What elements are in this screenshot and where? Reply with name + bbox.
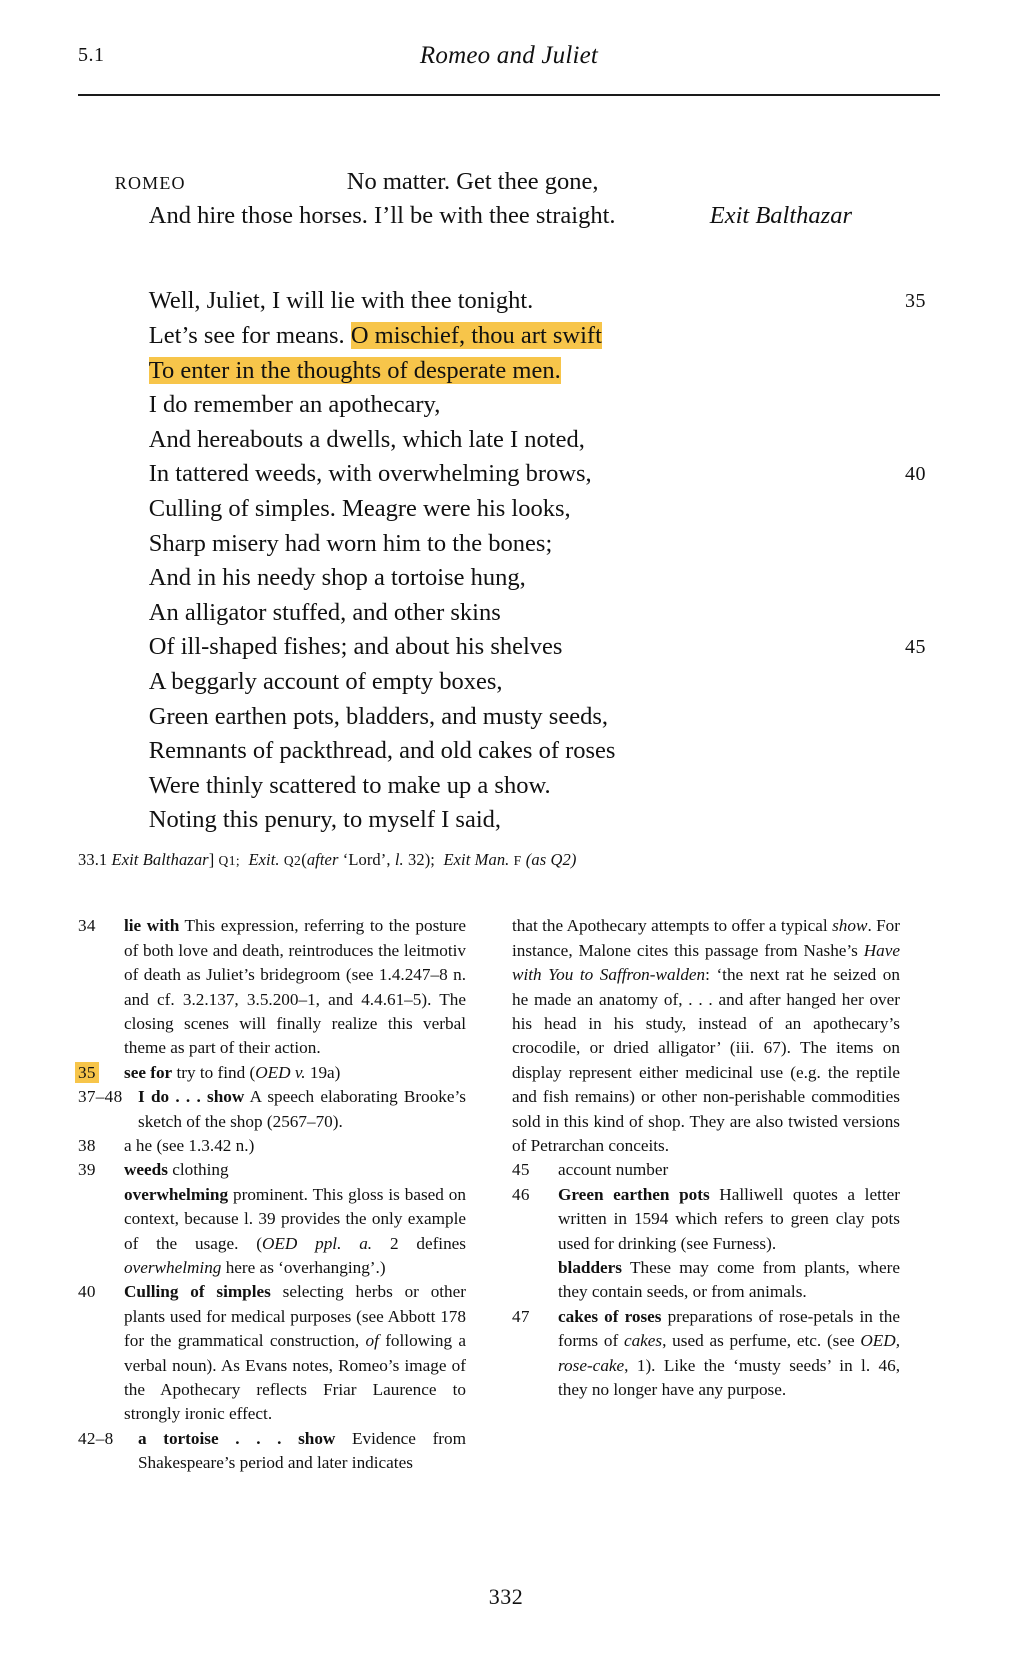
note-gloss-after: 19a) <box>305 1062 341 1082</box>
note-text <box>558 1305 900 1403</box>
verse-line-text: Of ill-shaped fishes; and about his shelves <box>148 633 563 661</box>
note-italic: OED ppl. a. <box>261 1233 373 1253</box>
commentary-note <box>512 1183 900 1256</box>
verse-line-text: Noting this penury, to myself I said, <box>148 806 502 834</box>
verse-line-text: Let’s see for means. <box>148 321 351 349</box>
note-gloss: try to find ( <box>172 1062 256 1082</box>
note-line-number: 47 <box>512 1306 530 1326</box>
note-text <box>124 1158 466 1182</box>
note-lemma: a tortoise . . . show <box>138 1428 336 1448</box>
collation-note <box>78 849 940 872</box>
collation-bracket: ] <box>208 850 215 870</box>
note-gloss: selecting herbs or other plants used for medical purposes (see Abbott 178 for the grammatical construction, <box>124 1282 467 1351</box>
commentary-note <box>78 1085 466 1134</box>
collation-variant3: Exit Man. <box>443 850 510 870</box>
commentary-note <box>512 1158 900 1182</box>
verse-line-text: A beggarly account of empty boxes, <box>148 667 503 695</box>
note-line-number: 46 <box>512 1184 530 1204</box>
note-lemma: Green earthen pots <box>558 1184 710 1204</box>
verse-line-text: Remnants of packthread, and old cakes of roses <box>148 737 616 765</box>
verse-line-text: No matter. Get thee gone, <box>346 167 599 195</box>
verse-line <box>78 492 940 557</box>
note-line-number: 42–8 <box>78 1428 114 1448</box>
note-text <box>558 1183 900 1256</box>
collation-siglum-q2: Q2 <box>283 853 302 869</box>
collation-variant2: Exit. <box>248 850 280 870</box>
note-text <box>558 1256 900 1305</box>
note-gloss: account number <box>558 1160 669 1180</box>
note-text <box>138 1427 466 1476</box>
line-number: 40 <box>905 463 926 486</box>
commentary-note <box>78 914 466 1060</box>
note-italic-2: OED, rose-cake <box>558 1331 900 1375</box>
note-gloss-end: , 1). Like the ‘musty seeds’ in l. 46, they no longer have any purpose. <box>558 1355 900 1399</box>
note-text <box>124 914 466 1060</box>
commentary-note <box>78 1158 466 1182</box>
collation-lemma: Exit Balthazar <box>111 850 209 870</box>
verse-line-text: Well, Juliet, I will lie with thee tonight. <box>148 287 534 315</box>
note-text <box>124 1183 466 1281</box>
note-line-number <box>78 1061 124 1085</box>
verse-line-text: Green earthen pots, bladders, and musty seeds, <box>148 702 608 730</box>
note-gloss: a he (see 1.3.42 n.) <box>124 1135 255 1155</box>
scene-number: 5.1 <box>78 44 105 66</box>
verse-line <box>78 388 940 453</box>
note-lemma: weeds <box>124 1160 168 1180</box>
commentary-right-column <box>512 914 900 1475</box>
commentary-note <box>78 1183 466 1281</box>
note-text <box>558 1158 900 1182</box>
verse-line-text: In tattered weeds, with overwhelming brows, <box>148 460 592 488</box>
note-line-number: 38 <box>78 1135 96 1155</box>
commentary-note-highlighted <box>78 1061 466 1085</box>
collation-linenum: 32); <box>408 850 435 870</box>
commentary-block <box>78 914 940 1475</box>
highlighted-text: O mischief, thou art swift <box>350 321 602 349</box>
commentary-note <box>78 1134 466 1158</box>
verse-line <box>78 561 940 626</box>
verse-line-text: Culling of simples. Meagre were his looks, <box>148 494 571 522</box>
line-number: 35 <box>905 290 926 313</box>
header-rule <box>78 94 940 96</box>
running-header <box>78 42 940 84</box>
collation-as-q2: (as Q2) <box>525 850 577 870</box>
note-lemma: overwhelming <box>124 1184 229 1204</box>
page-number: 332 <box>488 1584 524 1609</box>
note-lemma: cakes of roses <box>558 1306 662 1326</box>
note-gloss: Halliwell quotes a letter written in 1594 which refers to green clay pots used for drinking (see Furness). <box>558 1184 900 1253</box>
commentary-note <box>78 1280 466 1426</box>
note-gloss: A speech elaborating Brooke’s sketch of the shop (2567–70). <box>138 1087 466 1131</box>
note-text <box>138 1085 466 1134</box>
note-gloss: that the Apothecary attempts to offer a typical <box>512 916 833 936</box>
note-lemma: bladders <box>558 1257 622 1277</box>
verse-line <box>78 354 940 419</box>
verse-line-highlighted <box>78 319 940 384</box>
note-gloss-end: here as ‘overhanging’.) <box>221 1257 386 1277</box>
commentary-left-column <box>78 914 466 1475</box>
note-line-number: 40 <box>78 1282 96 1302</box>
verse-line <box>78 665 940 730</box>
verse-line-text: And hereabouts a dwells, which late I noted, <box>148 425 585 453</box>
note-lemma: lie with <box>124 916 180 936</box>
note-italic: of <box>365 1331 379 1351</box>
note-lemma: see for <box>124 1062 173 1082</box>
note-gloss: This expression, referring to the posture of both love and death, reintroduces the leitmotiv of death as Juliet’s bridegroom (see 1.4.247–8 n. and cf. 3.2.137, 3.5.200–1, and 4.4.61–5). The closing scenes will finally realize this verbal theme as part of their action. <box>124 916 466 1058</box>
commentary-note <box>512 1256 900 1305</box>
note-text <box>124 1280 466 1426</box>
verse-line-text: I do remember an apothecary, <box>148 391 441 419</box>
verse-line <box>78 734 940 799</box>
note-italic-2: overwhelming <box>124 1257 222 1277</box>
note-line-number: 39 <box>78 1160 96 1180</box>
stage-direction: Exit Balthazar <box>709 202 852 230</box>
note-gloss: clothing <box>167 1160 229 1180</box>
commentary-note <box>512 1305 900 1403</box>
note-gloss: preparations of rose-petals in the forms of <box>558 1306 900 1351</box>
note-italic-2: Have with You to Saffron-walden <box>512 940 900 985</box>
verse-line-highlighted <box>78 284 940 349</box>
note-italic: OED v. <box>255 1062 306 1082</box>
note-gloss-after: 2 defines <box>372 1233 466 1253</box>
line-number: 45 <box>905 636 926 659</box>
note-italic: show <box>832 916 868 936</box>
highlighted-text: To enter in the thoughts of desperate men. <box>148 356 561 384</box>
collation-siglum-f: F <box>513 853 522 869</box>
page-title: Romeo and Juliet <box>419 42 599 69</box>
note-gloss-end: : ‘the next rat he seized on he made an anatomy of, . . . and after hanged her over his head in his study, instead of an apothecary’s crocodile, or dried alligator’ (iii. 67). The items on display represent either medicinal use (e.g. the reptile and fish remains) or other non-perishable commodities sold in this kind of shop. They are also twisted versions of Petrarchan conceits. <box>512 965 900 1155</box>
verse-line-text: Sharp misery had worn him to the bones; <box>148 529 553 557</box>
collation-l: l. <box>394 850 404 870</box>
speaker-label: ROMEO <box>114 172 186 193</box>
verse-spacer <box>78 234 940 250</box>
note-text <box>124 1061 466 1085</box>
note-lemma: I do . . . show <box>138 1087 245 1107</box>
collation-paren-open: ( <box>301 850 307 870</box>
commentary-note-continuation <box>512 914 900 1158</box>
collation-after: after <box>306 850 339 870</box>
collation-lineref: 33.1 <box>78 850 108 870</box>
note-line-number: 45 <box>512 1160 530 1180</box>
note-gloss-after: . For instance, Malone cites this passage from Nashe’s <box>512 916 900 960</box>
commentary-note <box>78 1427 466 1476</box>
verse-line <box>78 630 940 695</box>
collation-siglum-q1: Q1; <box>218 853 240 869</box>
highlighted-line-number: 35 <box>75 1062 99 1083</box>
verse-line <box>78 457 940 522</box>
collation-lord: ‘Lord’, <box>342 850 391 870</box>
verse-line-text: And hire those horses. I’ll be with thee straight. <box>148 202 616 230</box>
verse-line <box>78 527 940 592</box>
note-italic: cakes <box>623 1331 663 1351</box>
verse-line <box>78 130 940 195</box>
note-text <box>124 1134 466 1158</box>
verse-line <box>78 700 940 765</box>
page <box>0 42 1012 1656</box>
verse-line-text: And in his needy shop a tortoise hung, <box>148 564 526 592</box>
note-lemma: Culling of simples <box>124 1282 271 1302</box>
note-line-number: 34 <box>78 916 96 936</box>
note-gloss: Evidence from Shakespeare’s period and later indicates <box>138 1428 466 1473</box>
verse-line-text: An alligator stuffed, and other skins <box>148 598 501 626</box>
note-gloss-after: following a verbal noun). As Evans notes, Romeo’s image of the Apothecary reflects Friar Laurence to strongly ironic effect. <box>124 1331 466 1424</box>
note-gloss: These may come from plants, where they contain seeds, or from animals. <box>558 1257 900 1302</box>
note-gloss-after: , used as perfume, etc. (see <box>662 1331 861 1351</box>
note-gloss: prominent. This gloss is based on context, because l. 39 provides the only example of the usage. ( <box>124 1184 466 1253</box>
verse-line <box>78 769 940 834</box>
verse-line-text: Were thinly scattered to make up a show. <box>148 771 551 799</box>
verse-block <box>78 130 940 834</box>
note-text <box>512 914 900 1158</box>
note-line-number: 37–48 <box>78 1087 123 1107</box>
